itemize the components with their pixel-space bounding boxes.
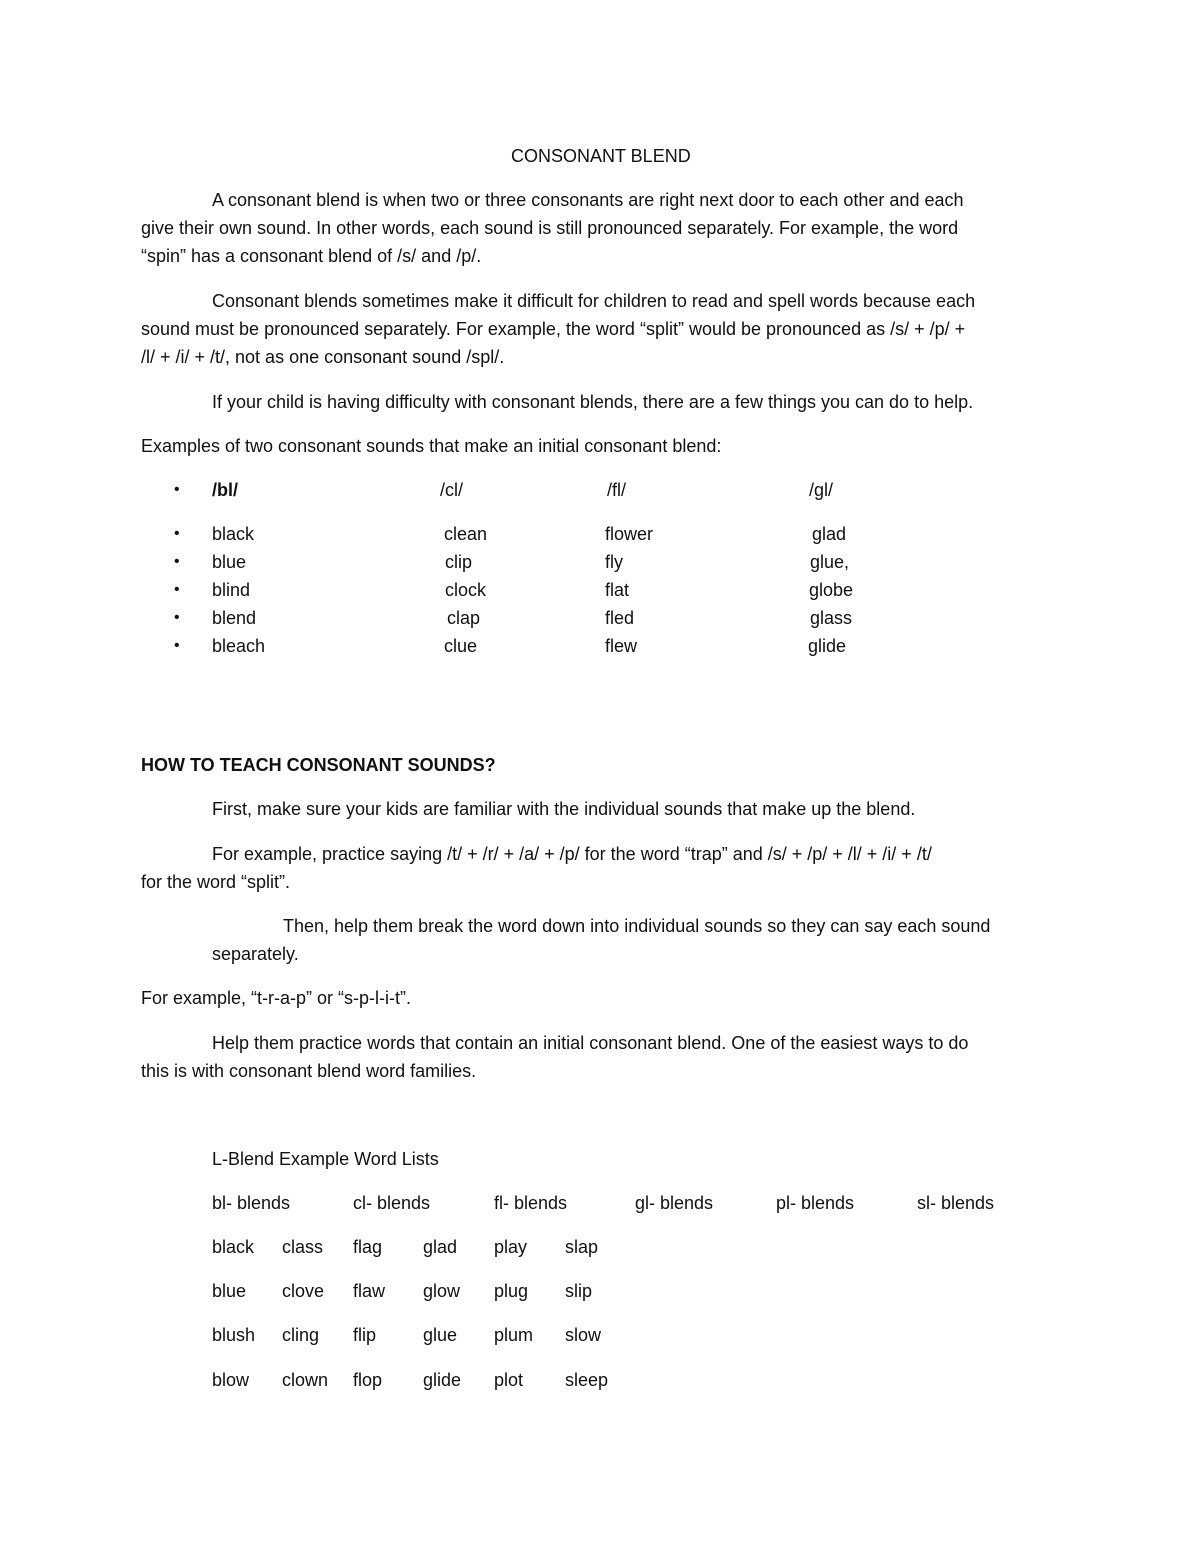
teach-p5-line2: this is with consonant blend word families. xyxy=(141,1061,477,1081)
lblend-title: L-Blend Example Word Lists xyxy=(212,1149,439,1169)
blend-cell: blend xyxy=(212,608,257,628)
teach-p3-line1: Then, help them break the word down into individual sounds so they can say each sound xyxy=(283,916,991,936)
blend-cell: black xyxy=(212,524,255,544)
lblend-word: flaw xyxy=(353,1281,386,1301)
lblend-word: black xyxy=(212,1237,255,1257)
intro-p2-line3: /l/ + /i/ + /t/, not as one consonant sound /spl/. xyxy=(141,347,505,367)
lblend-word: flag xyxy=(353,1237,383,1257)
blend-cell: glue, xyxy=(810,552,850,572)
blend-header-cl: /cl/ xyxy=(440,480,464,500)
bullet-row-2: • xyxy=(174,553,180,570)
teach-p1: First, make sure your kids are familiar with the individual sounds that make up the blend. xyxy=(212,799,916,819)
lblend-header: cl- blends xyxy=(353,1193,431,1213)
lblend-word: plot xyxy=(494,1370,524,1390)
lblend-word: sleep xyxy=(565,1370,609,1390)
lblend-word: plug xyxy=(494,1281,529,1301)
bullet-row-1: • xyxy=(174,525,180,542)
blend-cell: fly xyxy=(605,552,623,572)
lblend-word: blue xyxy=(212,1281,247,1301)
document-title: CONSONANT BLEND xyxy=(511,146,691,166)
blend-cell: clean xyxy=(444,524,488,544)
lblend-word: blush xyxy=(212,1325,256,1345)
lblend-word: glide xyxy=(423,1370,462,1390)
blend-cell: flat xyxy=(605,580,630,600)
lblend-header: pl- blends xyxy=(776,1193,855,1213)
intro-p1-line2: give their own sound. In other words, each sound is still pronounced separately. For example, the word xyxy=(141,218,959,238)
bullet-row-4: • xyxy=(174,609,180,626)
lblend-word: glad xyxy=(423,1237,458,1257)
lblend-word: cling xyxy=(282,1325,320,1345)
teach-p4: For example, “t-r-a-p” or “s-p-l-i-t”. xyxy=(141,988,412,1008)
intro-p2-line1: Consonant blends sometimes make it difficult for children to read and spell words because each xyxy=(212,291,976,311)
lblend-header: sl- blends xyxy=(917,1193,995,1213)
blend-cell: glad xyxy=(812,524,847,544)
blend-cell: bleach xyxy=(212,636,266,656)
blend-cell: clip xyxy=(445,552,473,572)
bullet-row-5: • xyxy=(174,637,180,654)
lblend-header: gl- blends xyxy=(635,1193,714,1213)
blend-cell: fled xyxy=(605,608,635,628)
blend-header-fl: /fl/ xyxy=(607,480,627,500)
teach-p5-line1: Help them practice words that contain an initial consonant blend. One of the easiest ways to do xyxy=(212,1033,969,1053)
blend-header-gl: /gl/ xyxy=(809,480,834,500)
teach-p2-line2: for the word “split”. xyxy=(141,872,291,892)
lblend-word: glow xyxy=(423,1281,461,1301)
intro-p2-line2: sound must be pronounced separately. For example, the word “split” would be pronounced as /s/ + /p/ + xyxy=(141,319,966,339)
lblend-word: clove xyxy=(282,1281,325,1301)
teach-p2-line1: For example, practice saying /t/ + /r/ + /a/ + /p/ for the word “trap” and /s/ + /p/ + /l/ + /i/ + /t/ xyxy=(212,844,932,864)
blend-cell: globe xyxy=(809,580,854,600)
blend-cell: clap xyxy=(447,608,481,628)
lblend-header: bl- blends xyxy=(212,1193,291,1213)
bullet-header: • xyxy=(174,481,180,498)
lblend-word: play xyxy=(494,1237,528,1257)
lblend-word: glue xyxy=(423,1325,458,1345)
blend-cell: glide xyxy=(808,636,847,656)
lblend-word: plum xyxy=(494,1325,534,1345)
blend-cell: glass xyxy=(810,608,853,628)
intro-p4: Examples of two consonant sounds that make an initial consonant blend: xyxy=(141,436,722,456)
lblend-word: flop xyxy=(353,1370,383,1390)
teach-heading: HOW TO TEACH CONSONANT SOUNDS? xyxy=(141,755,496,775)
lblend-header: fl- blends xyxy=(494,1193,568,1213)
lblend-word: flip xyxy=(353,1325,377,1345)
lblend-word: blow xyxy=(212,1370,250,1390)
blend-cell: blind xyxy=(212,580,251,600)
blend-header-bl: /bl/ xyxy=(212,480,238,500)
intro-p1-line3: “spin” has a consonant blend of /s/ and /p/. xyxy=(141,246,482,266)
lblend-word: slow xyxy=(565,1325,602,1345)
blend-cell: blue xyxy=(212,552,247,572)
blend-cell: clue xyxy=(444,636,478,656)
bullet-row-3: • xyxy=(174,581,180,598)
blend-cell: flew xyxy=(605,636,638,656)
teach-p3-line2: separately. xyxy=(212,944,299,964)
lblend-word: class xyxy=(282,1237,324,1257)
lblend-word: slip xyxy=(565,1281,593,1301)
lblend-word: slap xyxy=(565,1237,599,1257)
intro-p3: If your child is having difficulty with consonant blends, there are a few things you can do to help. xyxy=(212,392,974,412)
lblend-word: clown xyxy=(282,1370,329,1390)
blend-cell: flower xyxy=(605,524,654,544)
intro-p1-line1: A consonant blend is when two or three consonants are right next door to each other and each xyxy=(212,190,964,210)
blend-cell: clock xyxy=(445,580,487,600)
